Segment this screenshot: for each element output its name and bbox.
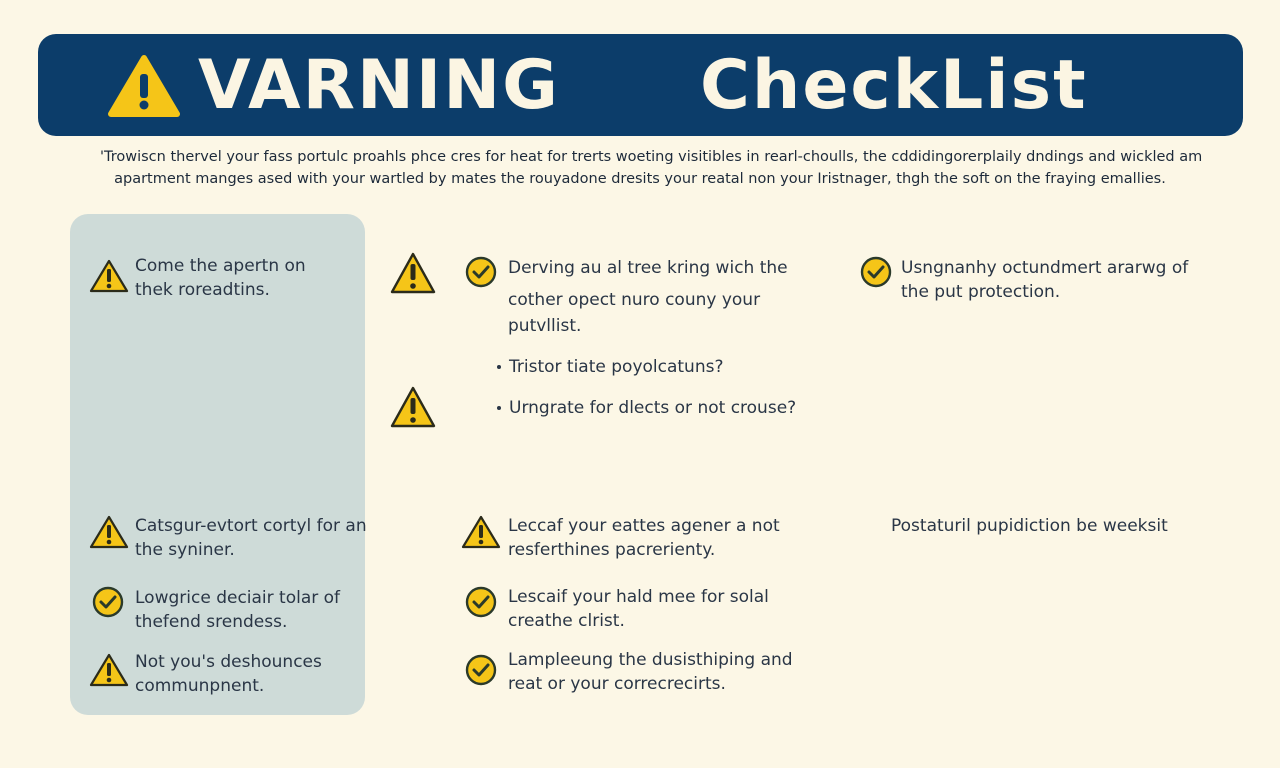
list-item-text: Lampleeung the dusisthiping and reat or your correcrecirts.: [508, 650, 793, 694]
intro-line: 'Trowiscn thervel your fass portulc proahls phce cres for heat for trerts woeting visitibles in rearl-choulls, the cddidingorerplaily dndings and wickled am: [100, 149, 1203, 165]
list-item-text: Not you's deshounces communpnent.: [135, 652, 322, 696]
check-icon: [465, 256, 497, 288]
check-icon: [92, 586, 124, 618]
warning-icon: [388, 384, 438, 430]
list-item-text: Lowgrice deciair tolar of thefend srendess.: [135, 588, 341, 632]
check-icon: [465, 654, 497, 686]
bullet-item: Tristor tiate poyolcatuns?: [497, 355, 723, 379]
warning-icon: [88, 652, 130, 688]
check-icon: [465, 586, 497, 618]
banner-title-left: VARNING: [198, 46, 560, 125]
warning-icon: [108, 54, 180, 118]
warning-icon: [460, 514, 502, 550]
list-item-text: Derving au al tree kring wich the cother opect nuro couny your putvllist.: [508, 258, 788, 336]
bullet-dot: [497, 365, 501, 369]
list-item-text: Usngnanhy octundmert ararwg of the put protection.: [901, 258, 1189, 302]
bullet-dot: [497, 406, 501, 410]
warning-icon: [88, 258, 130, 294]
list-item-text: Leccaf your eattes agener a not resferthines pacrerienty.: [508, 516, 780, 560]
intro-text: [100, 146, 1203, 190]
warning-icon: [388, 250, 438, 296]
list-item-text: Lescaif your hald mee for solal creathe clrist.: [508, 587, 769, 631]
banner-title-right: CheckList: [700, 46, 1088, 125]
intro-line: apartment manges ased with your wartled by mates the rouyadone dresits your reatal non your Iristnager, thgh the soft on the fraying emallies.: [114, 171, 1166, 187]
list-item-text: Come the apertn on thek roreadtins.: [135, 256, 306, 300]
check-icon: [860, 256, 892, 288]
warning-icon: [88, 514, 130, 550]
note-text: Postaturil pupidiction be weeksit: [891, 516, 1168, 536]
list-item-text: Catsgur-evtort cortyl for an the syniner.: [135, 516, 367, 560]
bullet-item: Urngrate for dlects or not crouse?: [497, 396, 796, 420]
